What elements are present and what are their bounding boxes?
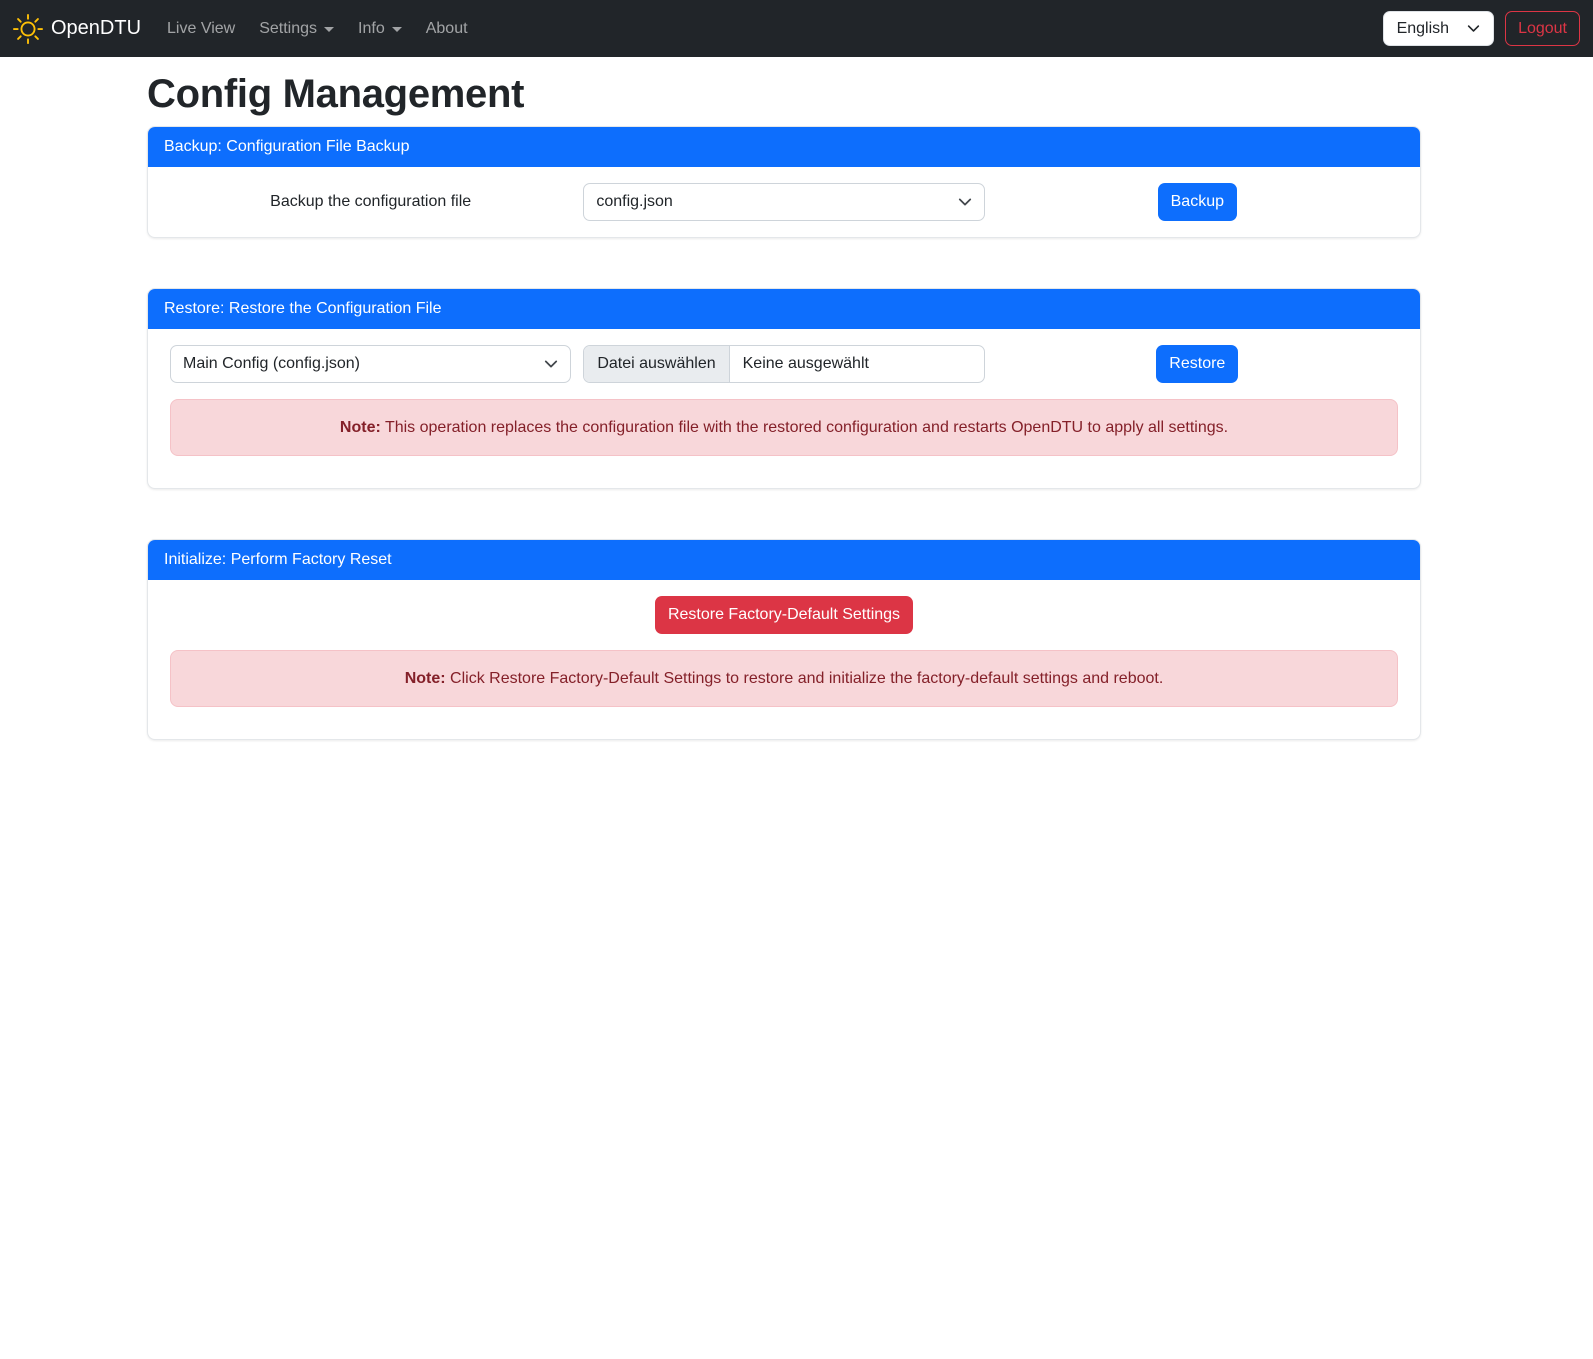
file-status-text: Keine ausgewählt (742, 355, 869, 372)
navbar-right (1383, 11, 1580, 46)
navbar (0, 0, 1593, 57)
restore-card-header: Restore: Restore the Configuration File (148, 289, 1420, 329)
note-prefix: Note: (339, 419, 381, 436)
restore-button[interactable]: Restore (1156, 345, 1238, 383)
backup-card (147, 126, 1421, 238)
backup-card-body (148, 167, 1420, 237)
caret-down-icon (392, 27, 402, 32)
sun-icon (13, 14, 43, 44)
logout-button[interactable]: Logout (1505, 11, 1580, 46)
restore-card (147, 288, 1421, 489)
note-text: Click Restore Factory-Default Settings to restore and initialize the factory-default settings and reboot. (450, 670, 1164, 687)
backup-file-select[interactable] (583, 183, 984, 221)
factory-reset-card (147, 539, 1421, 740)
nav-item-info[interactable]: Info (350, 12, 410, 46)
backup-button[interactable]: Backup (1158, 183, 1237, 221)
factory-reset-button[interactable]: Restore Factory-Default Settings (655, 596, 913, 634)
backup-file-select-value: config.json (596, 193, 673, 210)
restore-note (170, 399, 1398, 456)
nav-item-about[interactable]: About (425, 19, 468, 37)
nav-item-settings[interactable]: Settings (251, 12, 342, 46)
chevron-down-icon (544, 357, 558, 371)
note-text: This operation replaces the configuration file with the restored configuration and restarts OpenDTU to apply all settings. (384, 419, 1229, 436)
restore-config-select[interactable] (170, 345, 571, 383)
backup-file-label: Backup the configuration file (270, 193, 472, 210)
restore-card-body (148, 329, 1420, 488)
factory-reset-note (170, 650, 1398, 707)
nav-links (159, 12, 484, 46)
nav-item-live-view[interactable]: Live View (167, 19, 236, 37)
backup-card-header: Backup: Configuration File Backup (148, 127, 1420, 167)
brand-label: OpenDTU (51, 17, 142, 39)
note-prefix: Note: (404, 670, 446, 687)
main-content (147, 57, 1421, 740)
restore-config-select-value: Main Config (config.json) (183, 355, 360, 372)
language-select[interactable] (1383, 11, 1494, 46)
file-choose-button[interactable]: Datei auswählen (584, 346, 729, 382)
factory-reset-card-header: Initialize: Perform Factory Reset (148, 540, 1420, 580)
factory-reset-card-body (148, 580, 1420, 739)
language-select-value: English (1396, 19, 1450, 37)
brand[interactable] (13, 14, 141, 44)
caret-down-icon (324, 27, 334, 32)
chevron-down-icon (958, 195, 972, 209)
chevron-down-icon (1467, 22, 1480, 35)
page-title: Config Management (147, 72, 525, 116)
restore-file-input[interactable] (583, 345, 984, 383)
